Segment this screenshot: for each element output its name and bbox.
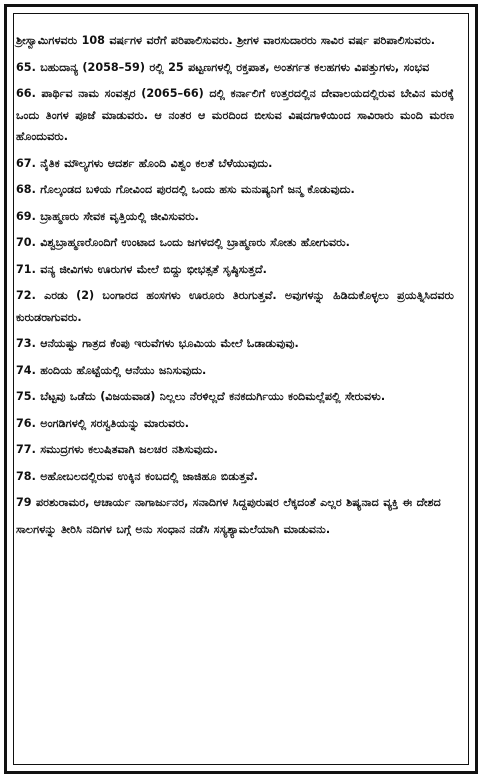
item-74: 74. ಹಂದಿಯ ಹೊಟ್ಟೆಯಲ್ಲಿ ಆನೆಯು ಜನಿಸುವುದು. — [16, 363, 207, 377]
item-68: 68. ಗೊಲ್ಕಂಡದ ಬಳಿಯ ಗೋವಿಂದ ಪುರದಲ್ಲಿ ಒಂದು ಹಸು ಮನುಷ್ಯನಿಗೆ ಜನ್ಮ ಕೊಡುವುದು. — [16, 183, 355, 196]
item-75: 75. ಬೆಟ್ಟವು ಒಡೆದು (ವಿಜಯವಾಡ) ನಿಲ್ಲಲು ನೆರಳಿಲ್ಲದೆ ಕನಕದುರ್ಗಿಯು ಕಂದಿಮಲ್ಲೆಪಲ್ಲಿ ಸೇರುವಳು. — [16, 390, 386, 403]
item-66: 66. ಪಾರ್ಥಿವ ನಾಮ ಸಂವತ್ಸರ (2065–66) ದಲ್ಲಿ ಕರ್ನಾಲಿಗೆ ಉತ್ತರದಲ್ಲಿನ ದೇವಾಲಯದಲ್ಲಿರುವ ಬೇವಿನ ಮರಕ್ಕೆ ಒಂದು ತಿಂಗಳ ಪೂಜೆ ಮಾಡುವರು. ಆ ನಂತರ ಆ ಮರದಿಂದ ಬೀಸುವ ವಿಷದಗಾಳಿಯಿಂದ ಸಾವಿರಾರು ಮಂದಿ ಮರಣ ಹೊಂದುವರು. — [16, 87, 454, 143]
item-78: 78. ಅಹೋಬಲದಲ್ಲಿರುವ ಉಕ್ಕಿನ ಕಂಬದಲ್ಲಿ ಜಾಜಿಹೂ ಬಿಡುತ್ತವೆ. — [16, 469, 258, 483]
item-73: 73. ಆನೆಯಷ್ಟು ಗಾತ್ರದ ಕೆಂಪು ಇರುವೆಗಳು ಭೂಮಿಯ ಮೇಲೆ ಓಡಾಡುವುವು. — [16, 337, 299, 350]
item-79: 79 ಪರಶುರಾಮರ, ಆಚಾರ್ಯ ನಾಗಾರ್ಜುನರ, ಸನಾದಿಗಳ ಸಿದ್ದಪುರುಷರ ಲೆಕ್ಕದಂತೆ ಎಲ್ಲರ ಶಿಷ್ಯನಾದ ವ್ಯಕ್ತಿ ಈ ದೇಶದ — [16, 496, 441, 509]
item-69: 69. ಬ್ರಾಹ್ಮಣರು ಸೇವಕ ವೃತ್ತಿಯಲ್ಲಿ ಜೀವಿಸುವರು. — [16, 209, 199, 223]
item-65: 65. ಬಹುದಾನ್ಯ (2058–59) ರಲ್ಲಿ 25 ಪಟ್ಟಣಗಳಲ್ಲಿ ರಕ್ತಪಾತ, ಅಂತರ್ಗತ ಕಲಹಗಳು ವಿಪತ್ತುಗಳು, ಸಂಭವ — [16, 60, 430, 74]
item-76: 76. ಅಂಗಡಿಗಳಲ್ಲಿ ಸರಸ್ವತಿಯನ್ನು ಮಾರುವರು. — [16, 416, 189, 430]
item-77: 77. ಸಮುದ್ರಗಳು ಕಲುಷಿತವಾಗಿ ಜಲಚರ ನಶಿಸುವುದು. — [16, 443, 218, 456]
item-67: 67. ನೈತಿಕ ಮೌಲ್ಯಗಳು ಆದರ್ಶ ಹೊಂದಿ ವಿಶ್ವಂ ಕಲತೆ ಬೆಳೆಯುವುದು. — [16, 156, 273, 170]
item-70: 70. ವಿಶ್ವಬ್ರಾಹ್ಮಣರೊಂದಿಗೆ ಉಂಟಾದ ಒಂದು ಜಗಳದಲ್ಲಿ ಬ್ರಾಹ್ಮಣರು ಸೋತು ಹೋಗುವರು. — [16, 236, 350, 249]
paragraph-intro: ಶ್ರೀಸ್ವಾಮಿಗಳವರು 108 ವರ್ಷಗಳ ವರೆಗೆ ಪರಿಪಾಲಿಸುವರು. ಶ್ರೀಗಳ ವಾರಸುದಾರರು ಸಾವಿರ ವರ್ಷ ಪರಿಪಾಲಿಸುವರು. — [16, 34, 436, 47]
item-79-continuation: ಸಾಲಗಳನ್ನು ತೀರಿಸಿ ನದಿಗಳ ಬಗ್ಗೆ ಅನು ಸಂಧಾನ ನಡೆಸಿ ಸಸ್ಯಶ್ಯಾಮಲೆಯಾಗಿ ಮಾಡುವನು. — [16, 522, 331, 536]
item-72: 72. ಎರಡು (2) ಬಂಗಾರದ ಹಂಸಗಳು ಊರೂರು ತಿರುಗುತ್ತವೆ. ಅವುಗಳನ್ನು ಹಿಡಿದುಕೊಳ್ಳಲು ಪ್ರಯತ್ನಿಸಿದವರು ಕುರುಡರಾಗುವರು. — [16, 289, 454, 324]
item-71: 71. ವನ್ಯ ಜೀವಿಗಳು ಊರುಗಳ ಮೇಲೆ ಬಿದ್ದು ಭೀಭತ್ಸತೆ ಸೃಷ್ಠಿಸುತ್ತದೆ. — [16, 262, 267, 276]
document-body — [16, 30, 454, 545]
